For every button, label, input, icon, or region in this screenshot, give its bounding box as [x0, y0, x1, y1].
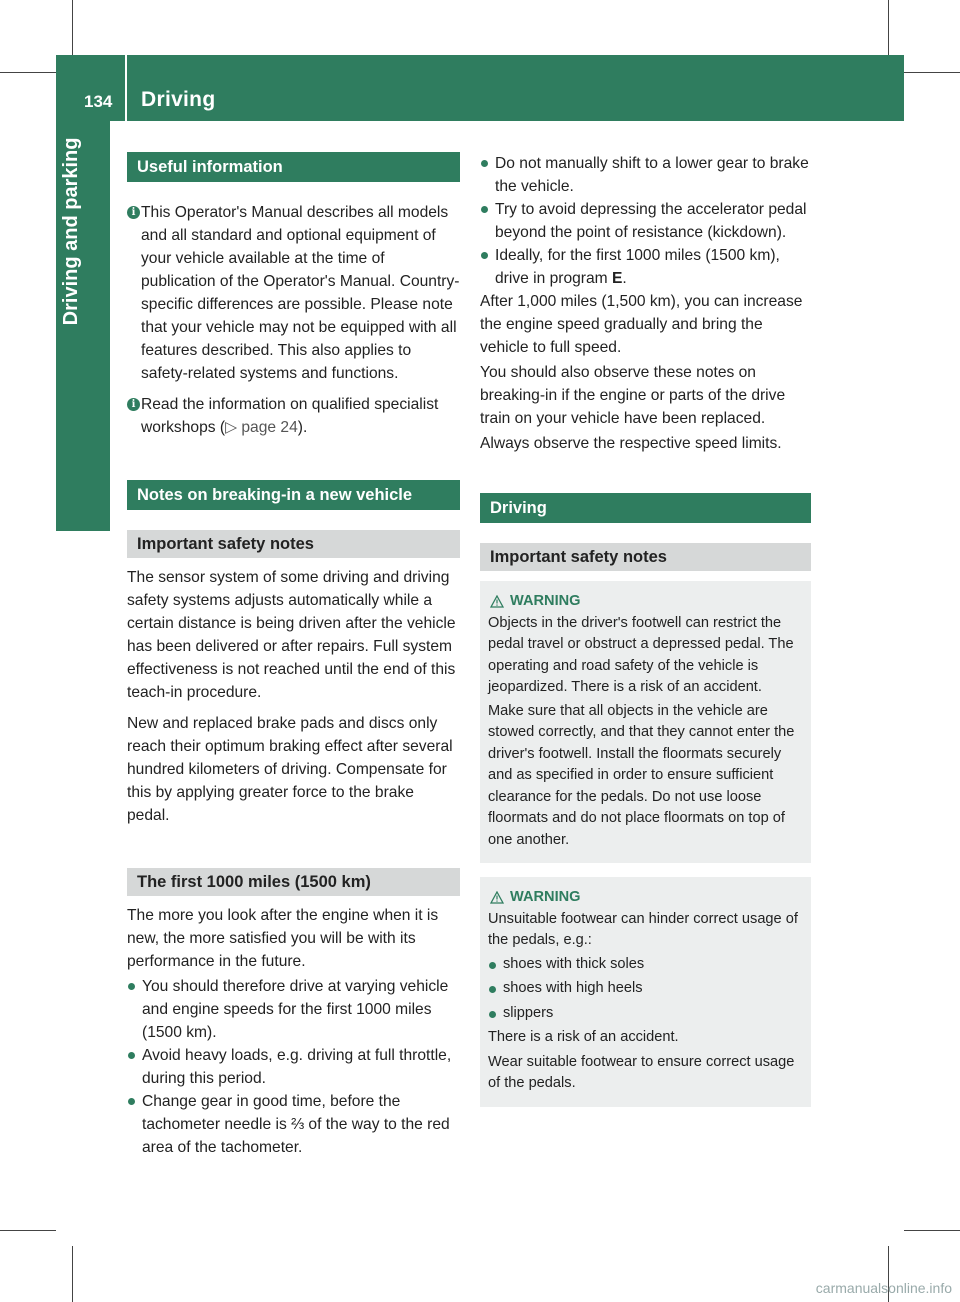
bullet-icon — [481, 206, 488, 213]
warning-text: Make sure that all objects in the vehicle are stowed correctly, and that they cannot enter the driver's footwell. Install the floormats securely and as specified in order to ensure sufficient clearance for the pedals. Do not use loose floormats and do not place floormats on top of one another. — [488, 702, 795, 848]
list-item — [127, 1044, 460, 1090]
paragraph: Always observe the respective speed limits. — [480, 435, 782, 452]
warning-title — [488, 887, 803, 909]
page-reference-link[interactable]: ▷ page 24 — [225, 419, 298, 436]
warning-label: WARNING — [510, 593, 581, 609]
crop-mark — [904, 1230, 960, 1231]
warning-text: Wear suitable footwear to ensure correct usage of the pedals. — [488, 1053, 795, 1091]
paragraph: The sensor system of some driving and driving safety systems adjusts automatically while a certain distance is being driven after the vehicle has been delivered or after repairs. Full system effectiveness is not reached until the end of this teach-in procedure. — [127, 569, 456, 701]
bullet-list — [480, 152, 811, 290]
subheading-first-1000-miles: The first 1000 miles (1500 km) — [127, 868, 460, 896]
crop-mark — [904, 72, 960, 73]
list-item — [480, 244, 811, 290]
list-item-text: Change gear in good time, before the tachometer needle is ⅔ of the way to the red area of the tachometer. — [142, 1093, 450, 1156]
info-icon: i — [127, 398, 140, 411]
subheading-important-safety-notes: Important safety notes — [127, 530, 460, 558]
list-item — [127, 975, 460, 1044]
warning-box — [480, 877, 811, 1107]
crop-mark — [888, 0, 889, 56]
crop-mark — [72, 1246, 73, 1302]
info-note-text — [141, 393, 460, 439]
section-heading-driving: Driving — [480, 493, 811, 523]
warning-title — [488, 591, 803, 613]
list-item-text: Try to avoid depressing the accelerator pedal beyond the point of resistance (kickdown). — [495, 201, 807, 241]
warning-box — [480, 581, 811, 863]
side-tab-label-text: Driving and parking — [60, 137, 82, 326]
paragraph: New and replaced brake pads and discs only reach their optimum braking effect after several hundred kilometers of driving. Compensate for this by applying greater force to the brake pedal. — [127, 715, 453, 824]
bullet-icon — [128, 1052, 135, 1059]
bullet-icon — [481, 252, 488, 259]
list-item-text: Ideally, for the first 1000 miles (1500 km), drive in program — [495, 247, 780, 287]
info-note — [127, 201, 460, 385]
warning-text: Objects in the driver's footwell can restrict the pedal travel or obstruct a depressed pedal. The operating and road safety of the vehicle is jeopardized. There is a risk of an accident. — [488, 614, 794, 695]
right-column — [480, 152, 811, 1107]
bullet-icon — [489, 986, 496, 993]
bullet-icon — [489, 962, 496, 969]
section-heading-useful-information: Useful information — [127, 152, 460, 182]
bullet-list — [127, 975, 460, 1159]
warning-triangle-icon — [490, 595, 504, 608]
subheading-important-safety-notes: Important safety notes — [480, 543, 811, 571]
header-divider — [125, 55, 127, 121]
watermark: carmanualsonline.info — [815, 1280, 952, 1296]
bullet-icon — [489, 1011, 496, 1018]
left-column — [127, 152, 460, 1159]
paragraph: The more you look after the engine when it is new, the more satisfied you will be with its performance in the future. — [127, 907, 439, 970]
list-item-text-end: . — [622, 270, 627, 287]
warning-text: Unsuitable footwear can hinder correct usage of the pedals, e.g.: — [488, 910, 798, 948]
info-icon: i — [127, 206, 140, 219]
list-item-text: Do not manually shift to a lower gear to brake the vehicle. — [495, 155, 809, 195]
list-item-text: slippers — [503, 1004, 554, 1021]
bullet-icon — [128, 983, 135, 990]
chapter-title: Driving — [141, 88, 216, 111]
warning-label: WARNING — [510, 889, 581, 905]
crop-mark — [0, 72, 56, 73]
list-item — [488, 954, 803, 976]
info-note — [127, 393, 460, 439]
bullet-list — [488, 954, 803, 1025]
bullet-icon — [128, 1098, 135, 1105]
section-heading-breaking-in: Notes on breaking-in a new vehicle — [127, 480, 460, 510]
info-note-text-part: Read the information on qualified specialist workshops ( — [141, 396, 439, 436]
list-item — [480, 152, 811, 198]
list-item — [480, 198, 811, 244]
list-item-text: shoes with high heels — [503, 980, 643, 996]
list-item-text: Avoid heavy loads, e.g. driving at full throttle, during this period. — [142, 1047, 452, 1087]
paragraph: After 1,000 miles (1,500 km), you can increase the engine speed gradually and bring the vehicle to full speed. — [480, 293, 803, 356]
list-item — [488, 978, 803, 1000]
list-item-text: shoes with thick soles — [503, 955, 645, 972]
info-note-text: This Operator's Manual describes all models and all standard and optional equipment of your vehicle available at the time of publication of the Operator's Manual. Country-specific differences are possible. Please note that your vehicle may not be equipped with all features described. This also applies to safety-related systems and functions. — [141, 204, 460, 382]
warning-text: There is a risk of an accident. — [488, 1029, 679, 1045]
bullet-icon — [481, 160, 488, 167]
crop-mark — [0, 1230, 56, 1231]
info-note-text-end: ). — [297, 419, 308, 436]
warning-triangle-icon — [490, 891, 504, 904]
list-item-text: You should therefore drive at varying vehicle and engine speeds for the first 1000 miles (1500 km). — [142, 978, 449, 1041]
list-item — [488, 1003, 803, 1025]
list-item — [127, 1090, 460, 1159]
paragraph: You should also observe these notes on breaking-in if the engine or parts of the drive train on your vehicle have been replaced. — [480, 364, 786, 427]
crop-mark — [72, 0, 73, 56]
page-number: 134 — [84, 92, 113, 111]
program-label: E — [612, 270, 623, 287]
